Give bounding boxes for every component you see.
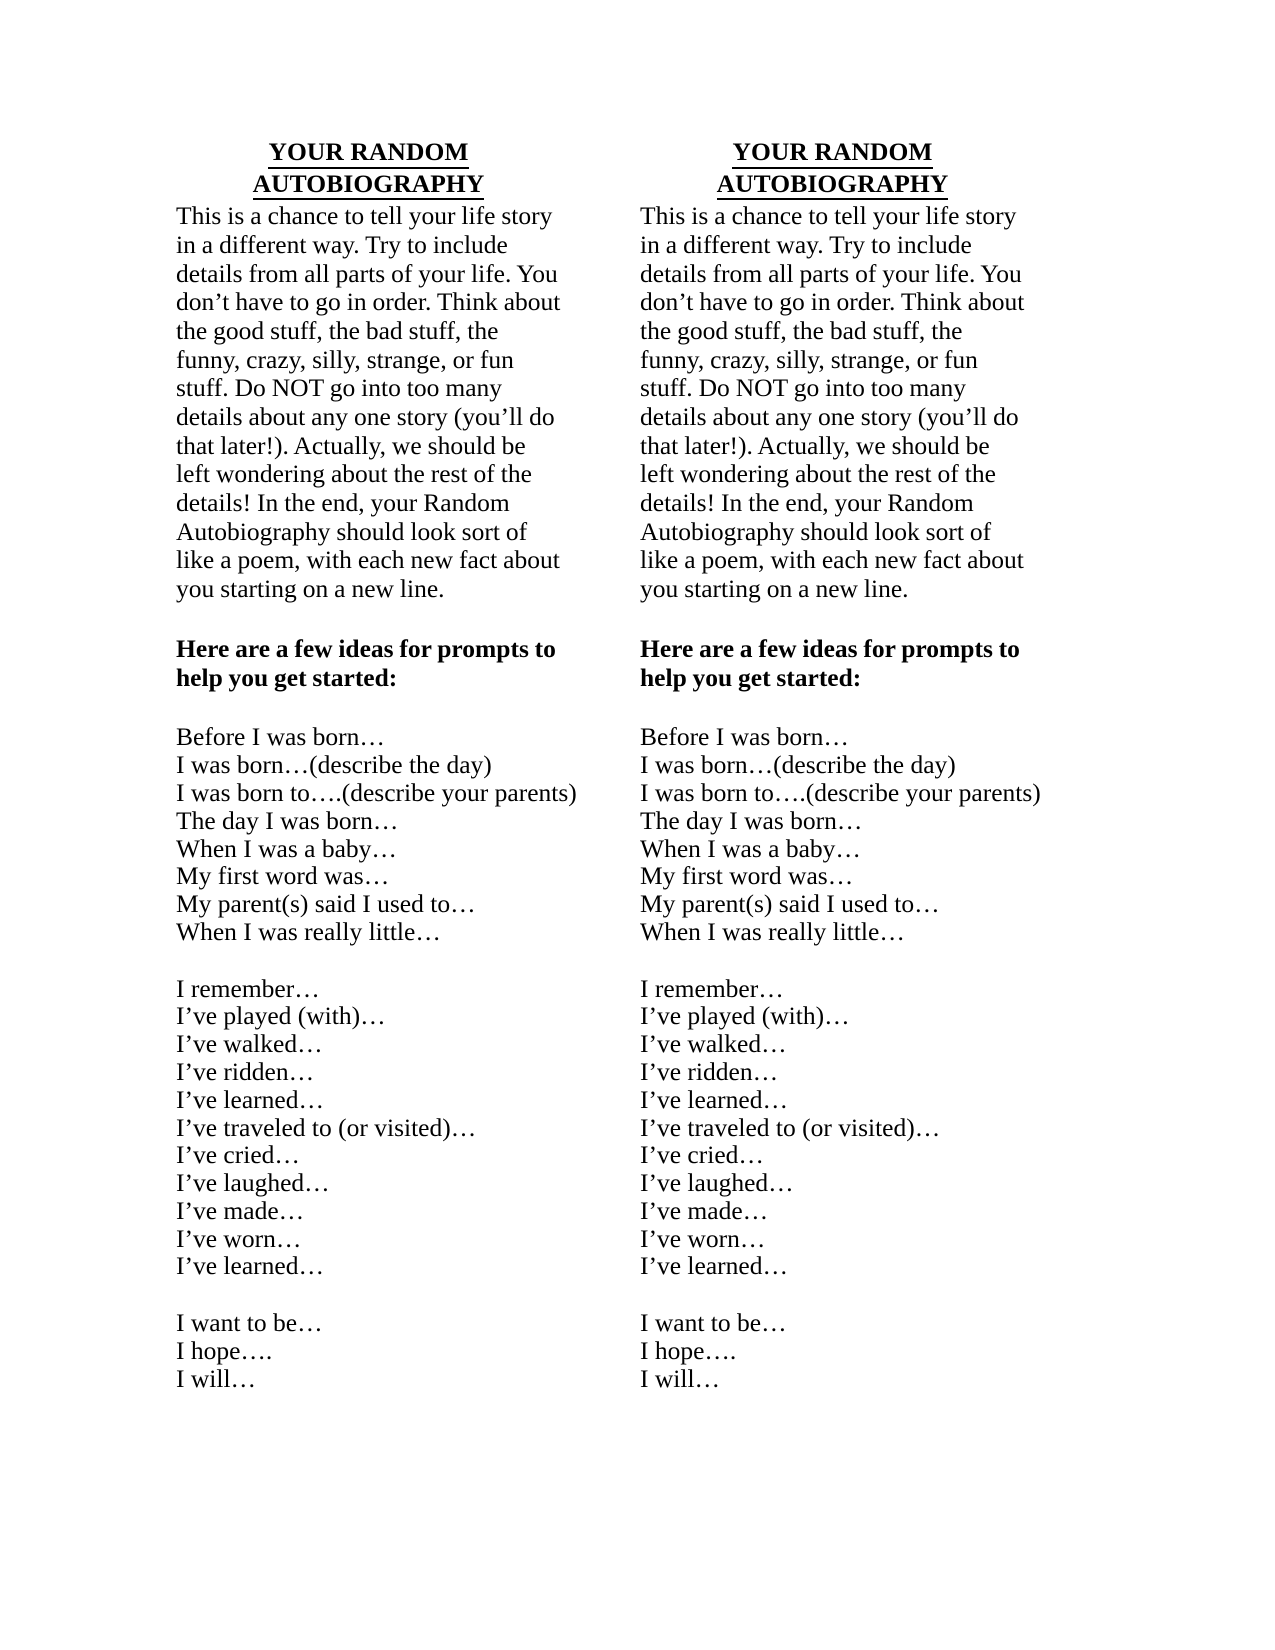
prompt-line: When I was a baby… <box>640 833 861 863</box>
prompt-line: I’ve laughed… <box>176 1168 330 1198</box>
two-column-layout <box>0 137 1275 1393</box>
intro-paragraph: This is a chance to tell your life story in a different way. Try to include details from all parts of your life. You don’t have to go in order. Think about the good stuff, the bad stuff, the funny, crazy, silly, strange, or fun stuff. Do NOT go into too many details about any one story (you’ll do that later!). Actually, we should be left wondering about the rest of the details! In the end, your Random Autobiography should look sort of like a poem, with each new fact about you starting on a new line. <box>176 201 561 604</box>
prompt-line: My parent(s) said I used to… <box>176 889 476 919</box>
prompt-line: I’ve walked… <box>640 1029 787 1059</box>
prompt-line: I hope…. <box>176 1336 273 1366</box>
prompt-line: I’ve made… <box>640 1195 769 1225</box>
prompt-line: I remember… <box>176 973 320 1003</box>
prompt-line: I will… <box>640 1363 721 1393</box>
prompt-line: I’ve traveled to (or visited)… <box>176 1112 477 1142</box>
prompt-line: I’ve ridden… <box>176 1057 315 1086</box>
prompt-line: I will… <box>176 1363 257 1393</box>
prompt-line: The day I was born… <box>640 805 863 835</box>
prompt-line: I’ve laughed… <box>640 1168 794 1198</box>
page-title <box>640 137 1025 200</box>
intro-paragraph: This is a chance to tell your life story in a different way. Try to include details from all parts of your life. You don’t have to go in order. Think about the good stuff, the bad stuff, the funny, crazy, silly, strange, or fun stuff. Do NOT go into too many details about any one story (you’ll do that later!). Actually, we should be left wondering about the rest of the details! In the end, your Random Autobiography should look sort of like a poem, with each new fact about you starting on a new line. <box>640 201 1025 604</box>
prompt-line: I’ve played (with)… <box>176 1001 386 1031</box>
page-title-text-1: YOUR RANDOM <box>732 137 932 169</box>
page-title-text-1: YOUR RANDOM <box>268 137 468 169</box>
prompt-line: The day I was born… <box>176 805 399 835</box>
prompt-line: I’ve learned… <box>640 1251 788 1281</box>
prompt-line: When I was a baby… <box>176 833 397 863</box>
worksheet-copy-right <box>640 137 1041 1393</box>
prompt-line: I was born…(describe the day) <box>176 750 492 780</box>
prompt-line: I’ve ridden… <box>640 1057 779 1086</box>
page-title-line-2 <box>640 169 1025 201</box>
prompt-line: I’ve learned… <box>176 1084 324 1114</box>
prompt-group-experiences <box>176 975 561 1281</box>
prompt-group-birth <box>176 722 577 946</box>
prompt-line: I’ve made… <box>176 1195 305 1225</box>
prompt-line: I’ve worn… <box>640 1223 766 1253</box>
prompt-group-future <box>640 1309 1025 1392</box>
prompt-line: I’ve worn… <box>176 1223 302 1253</box>
worksheet-copy-left <box>176 137 577 1393</box>
prompt-line: I’ve learned… <box>176 1251 324 1281</box>
prompt-line: I want to be… <box>176 1308 323 1338</box>
prompt-line: I hope…. <box>640 1336 737 1366</box>
page-title-line-1 <box>640 137 1025 169</box>
prompt-line: I’ve cried… <box>640 1140 764 1170</box>
prompt-line: I was born to….(describe your parents) <box>176 777 577 807</box>
prompt-group-experiences <box>640 975 1025 1281</box>
prompt-line: I’ve walked… <box>176 1029 323 1059</box>
prompt-line: I’ve learned… <box>640 1084 788 1114</box>
prompt-line: My first word was… <box>176 861 390 891</box>
page-title-text-2: AUTOBIOGRAPHY <box>717 169 949 201</box>
prompt-line: I was born to….(describe your parents) <box>640 777 1041 807</box>
page-title-line-1 <box>176 137 561 169</box>
prompts-subheading: Here are a few ideas for prompts to help you get started: <box>176 633 556 692</box>
prompt-line: My first word was… <box>640 861 854 891</box>
prompt-group-future <box>176 1309 561 1392</box>
page-title <box>176 137 561 200</box>
page-title-text-2: AUTOBIOGRAPHY <box>253 169 485 201</box>
prompt-line: Before I was born… <box>176 722 385 752</box>
prompt-line: When I was really little… <box>176 916 441 946</box>
prompts-subheading: Here are a few ideas for prompts to help you get started: <box>640 633 1020 692</box>
prompt-line: I was born…(describe the day) <box>640 750 956 780</box>
page-title-line-2 <box>176 169 561 201</box>
prompt-line: I’ve traveled to (or visited)… <box>640 1112 941 1142</box>
prompt-line: I’ve cried… <box>176 1140 300 1170</box>
prompt-line: When I was really little… <box>640 916 905 946</box>
prompt-line: My parent(s) said I used to… <box>640 889 940 919</box>
prompt-line: I’ve played (with)… <box>640 1001 850 1031</box>
prompt-line: Before I was born… <box>640 722 849 752</box>
prompt-line: I remember… <box>640 973 784 1003</box>
prompt-line: I want to be… <box>640 1308 787 1338</box>
prompt-group-birth <box>640 722 1041 946</box>
